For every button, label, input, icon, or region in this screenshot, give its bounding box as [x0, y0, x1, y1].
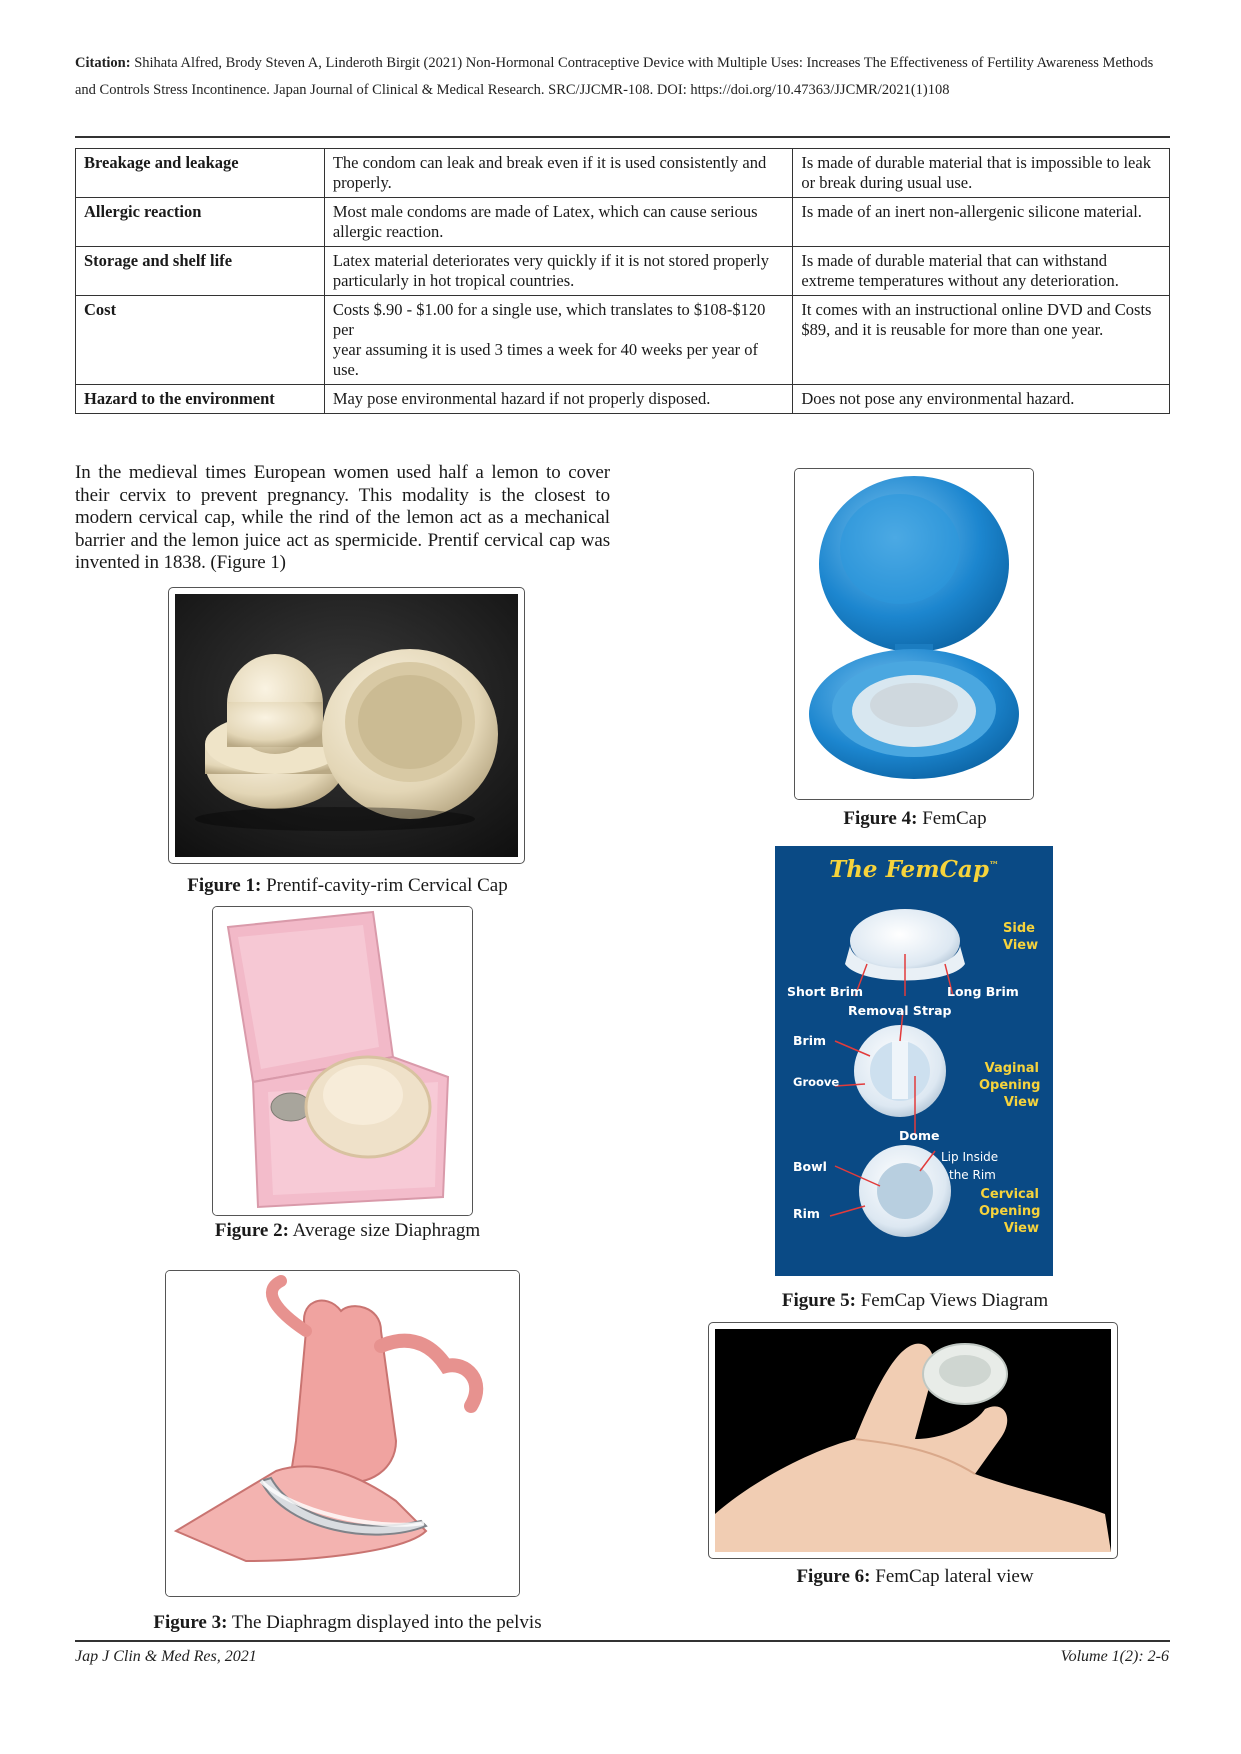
diagram-title: The FemCap™: [829, 856, 999, 883]
cost-line: Costs $.90 - $1.00 for a single use, which translates to $108-$120 per: [332, 300, 766, 339]
label-lip-inside: Lip Inside the Rim: [941, 1150, 999, 1182]
figure-6-caption: [690, 1566, 1140, 1588]
figure-6-label: Figure 6:: [796, 1566, 871, 1587]
figure-6-image: [708, 1322, 1118, 1559]
table-cell-device: Is made of an inert non-allergenic silicone material.: [793, 198, 1170, 247]
table-cell-feature: Cost: [76, 296, 325, 385]
table-row: [76, 198, 1170, 247]
table-cell-condom: Most male condoms are made of Latex, which can cause serious allergic reaction.: [324, 198, 793, 247]
figure-5-diagram: [775, 846, 1053, 1276]
citation-label: Citation:: [75, 55, 131, 71]
figure-4-image: [794, 468, 1034, 800]
cervical-cap-photo: [175, 594, 518, 857]
table-cell-feature: Hazard to the environment: [76, 385, 325, 414]
label-long-brim: Long Brim: [947, 984, 1019, 999]
label-bowl: Bowl: [793, 1159, 827, 1174]
cost-line: year assuming it is used 3 times a week for 40 weeks per year of use.: [332, 340, 759, 379]
footer-journal: Jap J Clin & Med Res, 2021: [75, 1648, 257, 1665]
figure-2-caption: [75, 1220, 620, 1242]
label-groove: Groove: [793, 1075, 840, 1089]
label-removal-strap: Removal Strap: [848, 1003, 952, 1018]
figure-4-text: FemCap: [917, 808, 987, 829]
footer-volume: Volume 1(2): 2-6: [1060, 1648, 1169, 1665]
comparison-table: [75, 148, 1170, 414]
table-row: [76, 149, 1170, 198]
table-cell-device: Is made of durable material that is impossible to leak or break during usual use.: [793, 149, 1170, 198]
label-cervical-view: Cervical Opening View: [979, 1187, 1041, 1236]
table-cell-feature: Allergic reaction: [76, 198, 325, 247]
body-paragraph: In the medieval times European women used half a lemon to cover their cervix to prevent pregnancy. This modality is the closest to modern cervical cap, while the rind of the lemon act as a mechanical barrier and the lemon juice act as spermicide. Prentif cervical cap was invented in 1838. (Figure 1): [75, 462, 610, 573]
figure-5-label: Figure 5:: [781, 1290, 856, 1311]
pelvis-diagram: [166, 1271, 519, 1596]
figure-3-image: [165, 1270, 520, 1597]
figure-6-text: FemCap lateral view: [870, 1566, 1034, 1587]
femcap-hand-photo: [715, 1329, 1111, 1552]
figure-5-caption: [690, 1290, 1140, 1312]
figure-3-label: Figure 3:: [153, 1612, 228, 1633]
label-vaginal-view: Vaginal Opening View: [979, 1061, 1041, 1110]
label-side-view: Side View: [1003, 921, 1039, 953]
table-row: [76, 296, 1170, 385]
label-short-brim: Short Brim: [787, 984, 863, 999]
table-cell-condom: The condom can leak and break even if it is used consistently and properly.: [324, 149, 793, 198]
femcap-case-photo: [795, 469, 1033, 799]
label-brim: Brim: [793, 1033, 827, 1048]
figure-2-text: Average size Diaphragm: [288, 1220, 481, 1241]
table-cell-device: It comes with an instructional online DVD and Costs $89, and it is reusable for more than one year.: [793, 296, 1170, 385]
figure-1-text: Prentif-cavity-rim Cervical Cap: [261, 875, 508, 896]
label-rim: Rim: [793, 1206, 820, 1221]
figure-3-caption: [75, 1612, 620, 1634]
figure-3-text: The Diaphragm displayed into the pelvis: [227, 1612, 542, 1633]
table-cell-device: Is made of durable material that can withstand extreme temperatures without any deterioration.: [793, 247, 1170, 296]
table-row: [76, 247, 1170, 296]
table-cell-condom: Latex material deteriorates very quickly if it is not stored properly particularly in hot tropical countries.: [324, 247, 793, 296]
figure-1-image: [168, 587, 525, 864]
header-rule: [75, 136, 1170, 138]
figure-5-text: FemCap Views Diagram: [855, 1290, 1049, 1311]
table-cell-feature: Storage and shelf life: [76, 247, 325, 296]
figure-2-label: Figure 2:: [214, 1220, 289, 1241]
figure-2-image: [212, 906, 473, 1216]
footer-rule: [75, 1640, 1170, 1642]
label-dome: Dome: [899, 1128, 940, 1143]
figure-4-label: Figure 4:: [843, 808, 918, 829]
table-cell-feature: Breakage and leakage: [76, 149, 325, 198]
figure-1-label: Figure 1:: [187, 875, 262, 896]
figure-4-caption: [700, 808, 1130, 830]
figure-1-caption: [75, 875, 620, 897]
table-row: [76, 385, 1170, 414]
table-cell-condom: [324, 296, 793, 385]
citation: [75, 50, 1170, 104]
diaphragm-case-photo: [213, 907, 472, 1215]
citation-text: Shihata Alfred, Brody Steven A, Linderoth Birgit (2021) Non-Hormonal Contraceptive Device with Multiple Uses: Increases The Effectiveness of Fertility Awareness Methods and Controls Stress Incontinence. Japan Journal of Clinical & Medical Research. SRC/JJCMR-108. DOI: https://doi.org/10.47363/JJCMR/2021(1)108: [75, 55, 1154, 98]
table-cell-condom: May pose environmental hazard if not properly disposed.: [324, 385, 793, 414]
table-cell-device: Does not pose any environmental hazard.: [793, 385, 1170, 414]
